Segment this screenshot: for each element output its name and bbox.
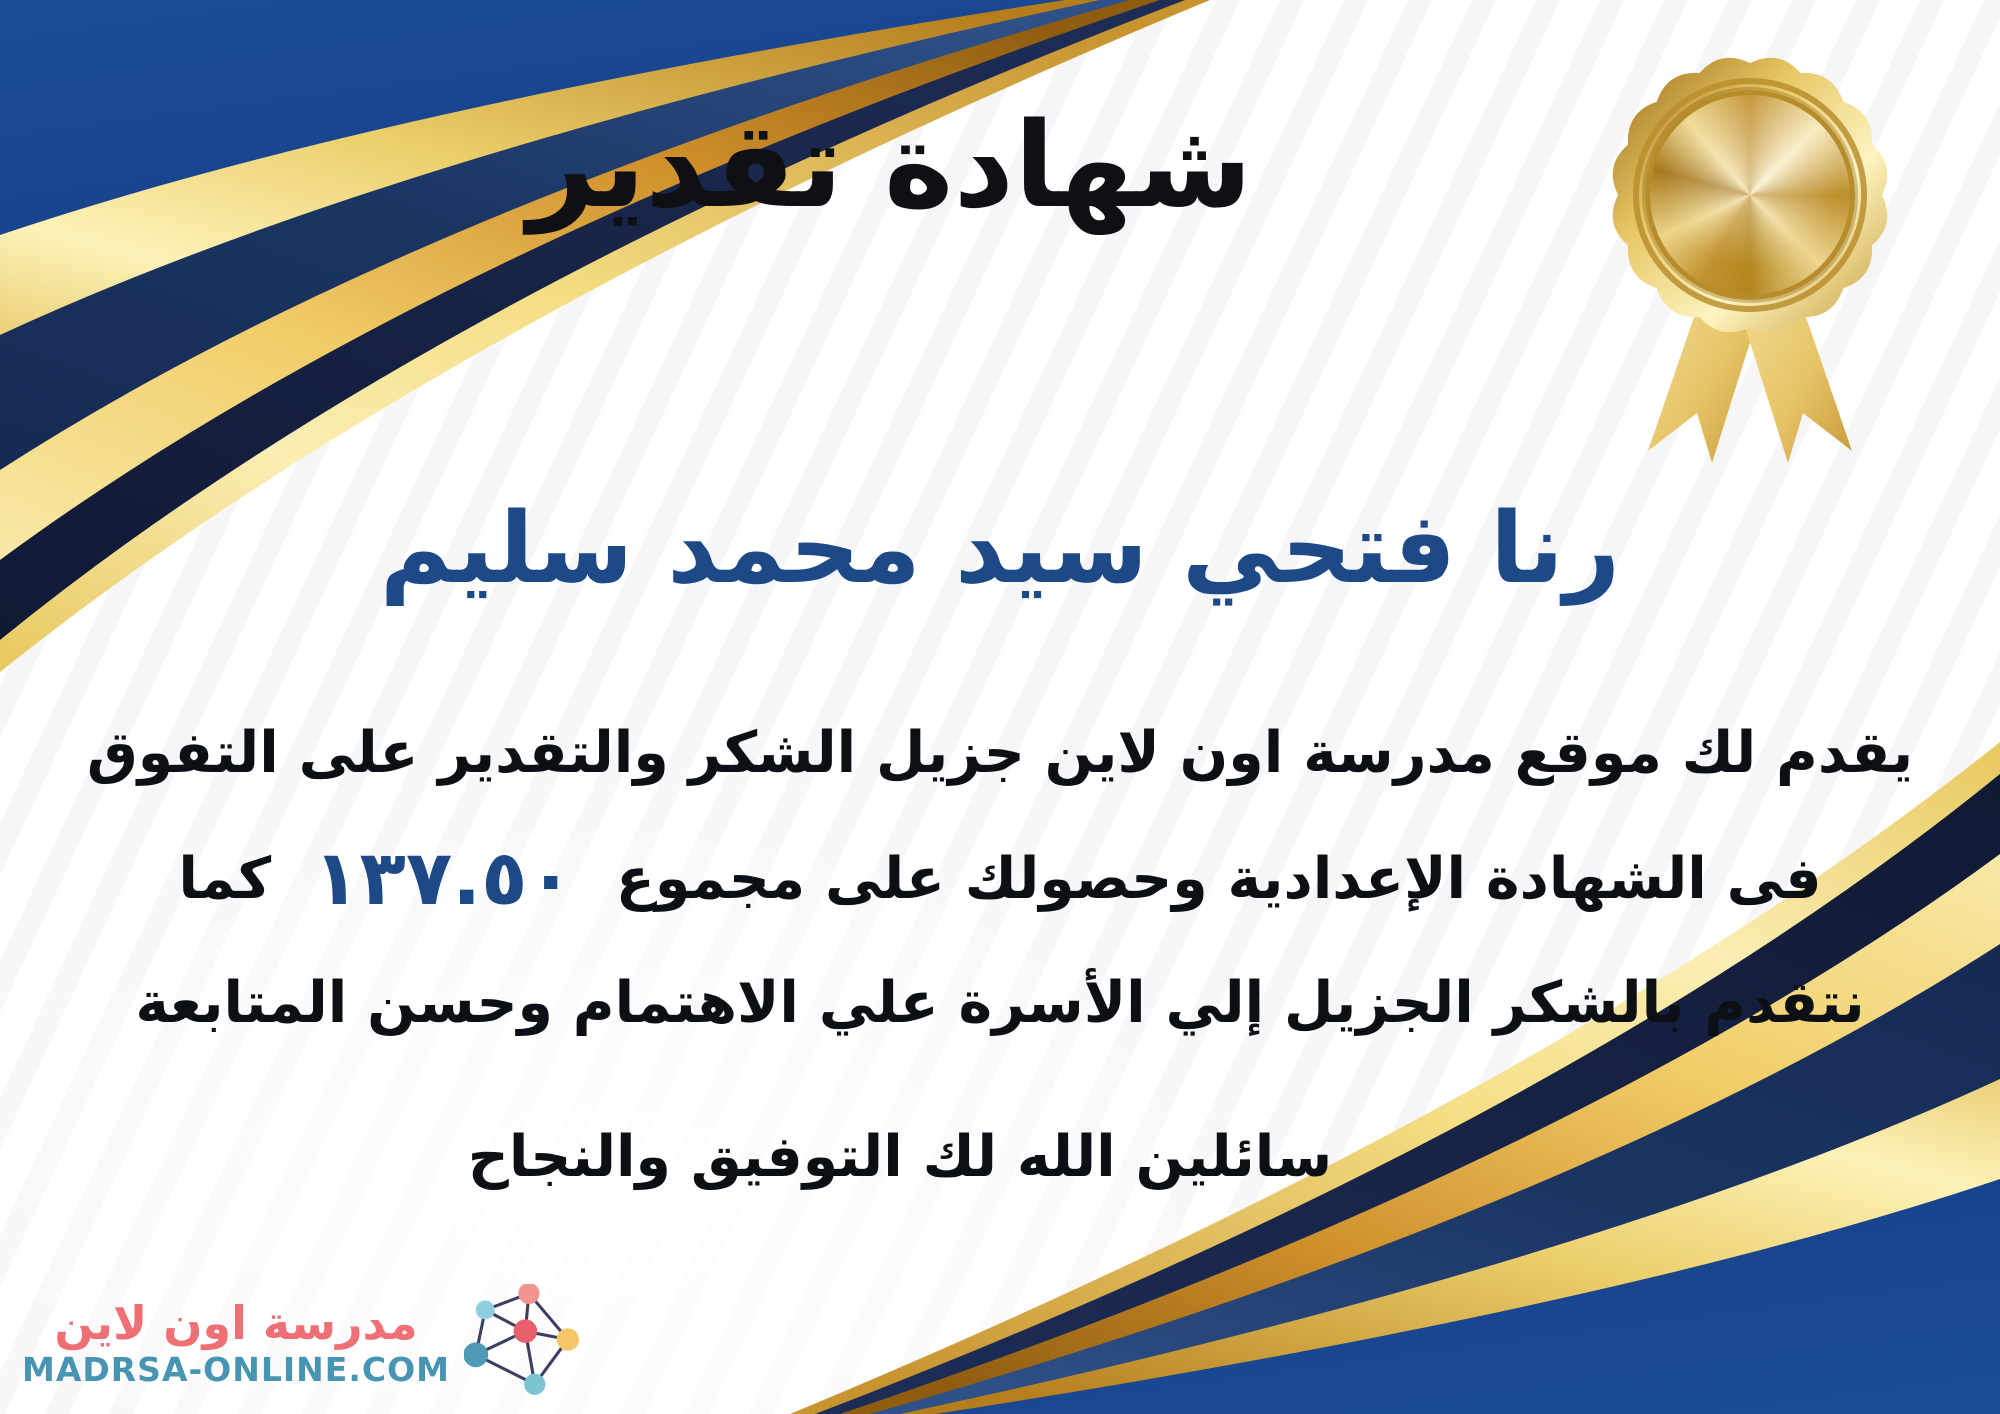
body-line-2-prefix: فى الشهادة الإعدادية وحصولك على مجموع (615, 846, 1822, 913)
logo-arabic-name: مدرسة اون لاين (54, 1295, 418, 1350)
certificate-title: شهادة تقدير (527, 96, 1253, 234)
gold-medal-icon (1600, 55, 1900, 495)
body-line-2-suffix: كما (178, 846, 272, 913)
logo-text-block (22, 1297, 450, 1389)
score-value: ١٣٧.٥٠ (313, 833, 574, 923)
student-name: رنا فتحي سيد محمد سليم (379, 492, 1621, 606)
site-logo (22, 1284, 582, 1402)
logo-network-icon (464, 1284, 582, 1402)
closing-wish: سائلين الله لك التوفيق والنجاح (467, 1124, 1333, 1190)
medal-face (1645, 90, 1855, 300)
logo-website-url: MADRSA-ONLINE.COM (22, 1349, 450, 1389)
body-line-3: نتقدم بالشكر الجزيل إلي الأسرة علي الاهتمام وحسن المتابعة (135, 970, 1865, 1037)
body-line-2 (30, 807, 1970, 950)
certificate-body (30, 700, 1970, 1057)
body-line-1: يقدم لك موقع مدرسة اون لاين جزيل الشكر والتقدير على التفوق (86, 720, 1914, 786)
